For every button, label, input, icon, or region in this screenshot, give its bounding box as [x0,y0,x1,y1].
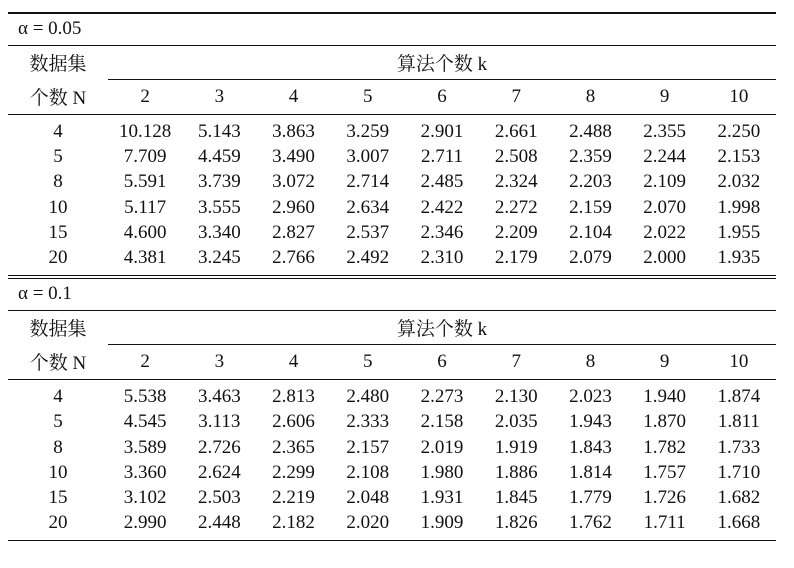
table-row [8,170,776,195]
table-body [8,115,776,275]
table-cell: 1.711 [643,512,686,534]
row-n: 10 [48,461,68,483]
table-cell: 1.726 [643,486,687,508]
table-cell: 1.940 [643,386,687,408]
table-cell: 1.980 [420,461,464,483]
table-cell: 2.209 [494,221,538,243]
header-row-2 [8,345,776,379]
table-cell: 2.324 [494,171,538,193]
table-cell: 2.355 [643,121,687,143]
table-cell: 2.023 [569,386,612,408]
table-cell: 2.159 [569,196,612,218]
table-cell: 2.422 [420,196,464,218]
table-cell: 2.108 [346,461,390,483]
table-cell: 1.782 [643,436,687,458]
table-cell: 2.153 [717,146,761,168]
table-cell: 1.845 [494,486,538,508]
table-cell: 4.459 [197,146,241,168]
table-cell: 1.955 [717,221,761,243]
table-cell: 5.117 [124,196,167,218]
table-cell: 2.726 [197,436,241,458]
table-cell: 1.943 [569,411,612,433]
row-n: 20 [48,247,68,269]
table-cell: 2.019 [420,436,464,458]
table-cell: 2.000 [643,247,687,269]
table-cell: 1.870 [643,411,687,433]
table-cell: 2.508 [494,146,538,168]
table-cell: 3.259 [346,121,390,143]
table-cell: 3.589 [123,436,167,458]
table-cell: 2.272 [494,196,538,218]
table-cell: 3.360 [123,461,167,483]
table-cell: 5.538 [123,386,167,408]
table-cell: 2.020 [346,512,390,534]
row-n: 4 [53,386,63,408]
column-header: 4 [288,85,299,107]
table-cell: 3.739 [197,171,241,193]
table-cell: 2.250 [717,121,761,143]
column-header: 5 [363,350,373,372]
row-header-line2: 个数 N [29,88,87,109]
table-cell: 2.022 [643,221,687,243]
table-cell: 2.492 [346,247,390,269]
row-n: 8 [53,436,63,458]
table-cell: 2.346 [420,221,464,243]
table-cell: 3.463 [197,386,241,408]
table-cell: 1.811 [717,411,760,433]
table-cell: 3.863 [272,121,315,143]
table-cell: 2.503 [197,486,241,508]
table-row [8,145,776,170]
table-cell: 1.710 [717,461,761,483]
table-cell: 2.130 [494,386,538,408]
table-cell: 5.591 [123,171,167,193]
table-cell: 10.128 [118,121,172,143]
column-header: 5 [363,85,373,107]
table-cell: 2.606 [272,411,315,433]
table-row [8,120,776,145]
column-header: 3 [214,85,225,107]
column-header: 10 [729,85,749,107]
table-cell: 5.143 [197,121,241,143]
table-cell: 2.624 [197,461,241,483]
table-cell: 2.048 [346,486,390,508]
table-cell: 2.219 [272,486,315,508]
table-row [8,245,776,270]
column-header: 10 [729,350,749,372]
table-cell: 2.990 [123,512,167,534]
column-header: 9 [659,85,670,107]
table-cell: 1.909 [420,512,464,534]
column-header: 9 [659,350,670,372]
table-cell: 2.488 [569,121,612,143]
table-cell: 1.919 [494,436,538,458]
table-cell: 2.827 [272,221,315,243]
table-cell: 1.762 [569,512,612,534]
table-cell: 1.682 [717,486,761,508]
row-header-line1: 数据集 [29,318,87,340]
row-n: 20 [48,512,68,534]
table-cell: 2.634 [346,196,390,218]
table-cell: 2.766 [272,247,315,269]
table-cell: 2.244 [643,146,687,168]
table-cell: 2.179 [494,247,538,269]
header-row-1 [8,46,776,79]
row-n: 15 [48,486,68,508]
table-cell: 3.490 [272,146,315,168]
row-n: 15 [48,221,68,243]
header-row-2 [8,80,776,114]
table-cell: 1.874 [717,386,761,408]
table-cell: 2.203 [569,171,612,193]
row-n: 5 [53,411,63,433]
column-header: 6 [437,85,447,107]
table-row [8,410,776,435]
table-cell: 3.007 [346,146,390,168]
column-header: 3 [214,350,225,372]
table-cell: 2.035 [494,411,538,433]
table-cell: 2.480 [346,386,390,408]
row-n: 10 [48,196,68,218]
table-cell: 2.714 [346,171,390,193]
table-cell: 1.733 [717,436,761,458]
table-cell: 2.485 [420,171,464,193]
table-cell: 2.158 [420,411,464,433]
column-header: 8 [585,350,596,372]
row-n: 8 [53,171,63,193]
table-row [8,485,776,510]
critical-value-table [8,12,776,541]
table-cell: 2.104 [569,221,612,243]
table-cell: 2.537 [346,221,390,243]
table-row [8,385,776,410]
table-row [8,460,776,485]
table-cell: 2.157 [346,436,390,458]
bottom-rule [8,540,776,542]
table-cell: 4.600 [123,221,167,243]
table-cell: 2.182 [272,512,315,534]
table-cell: 2.299 [272,461,315,483]
table-cell: 1.886 [494,461,538,483]
table-cell: 2.711 [420,146,464,168]
column-group-label: 算法个数 k [396,318,488,340]
table-row [8,511,776,536]
column-header: 6 [437,350,447,372]
table-cell: 1.668 [717,512,761,534]
table-cell: 1.757 [643,461,687,483]
table-cell: 7.709 [123,146,167,168]
table-cell: 2.109 [643,171,687,193]
table-cell: 3.340 [197,221,241,243]
table-cell: 1.931 [420,486,464,508]
table-cell: 2.813 [272,386,315,408]
table-cell: 2.079 [569,247,612,269]
table-row [8,435,776,460]
table-cell: 3.555 [197,196,241,218]
table-cell: 2.359 [569,146,612,168]
table-cell: 4.545 [123,411,167,433]
column-header: 4 [288,350,299,372]
table-cell: 2.901 [420,121,464,143]
table-cell: 2.310 [420,247,464,269]
table-body [8,380,776,540]
table-cell: 4.381 [123,247,167,269]
table-cell: 2.960 [272,196,315,218]
table-cell: 2.273 [420,386,464,408]
table-cell: 3.245 [197,247,241,269]
table-cell: 2.070 [643,196,687,218]
table-row [8,220,776,245]
table-cell: 2.365 [272,436,315,458]
table-cell: 2.448 [197,512,241,534]
column-header: 7 [511,350,521,372]
row-header-line1: 数据集 [29,53,87,75]
table-cell: 3.113 [198,411,241,433]
column-header: 8 [585,85,596,107]
table-cell: 1.814 [569,461,612,483]
column-header: 2 [140,85,150,107]
header-row-1 [8,311,776,344]
table-cell: 1.826 [494,512,538,534]
row-header-line2: 个数 N [29,353,87,375]
column-header: 7 [511,85,521,107]
table-cell: 1.779 [569,486,612,508]
table-row [8,195,776,220]
row-n: 4 [53,121,63,143]
column-group-label: 算法个数 k [396,53,488,75]
table-cell: 1.998 [717,196,761,218]
table-cell: 1.935 [717,247,761,269]
alpha-label: α = 0.05 [18,18,82,39]
table-cell: 2.661 [494,121,538,143]
alpha-label: α = 0.1 [18,283,72,305]
table-cell: 3.102 [123,486,167,508]
table-cell: 2.333 [346,411,390,433]
row-n: 5 [53,146,63,168]
column-header: 2 [140,350,150,372]
table-cell: 1.843 [569,436,612,458]
table-cell: 2.032 [717,171,761,193]
table-cell: 3.072 [272,171,315,193]
